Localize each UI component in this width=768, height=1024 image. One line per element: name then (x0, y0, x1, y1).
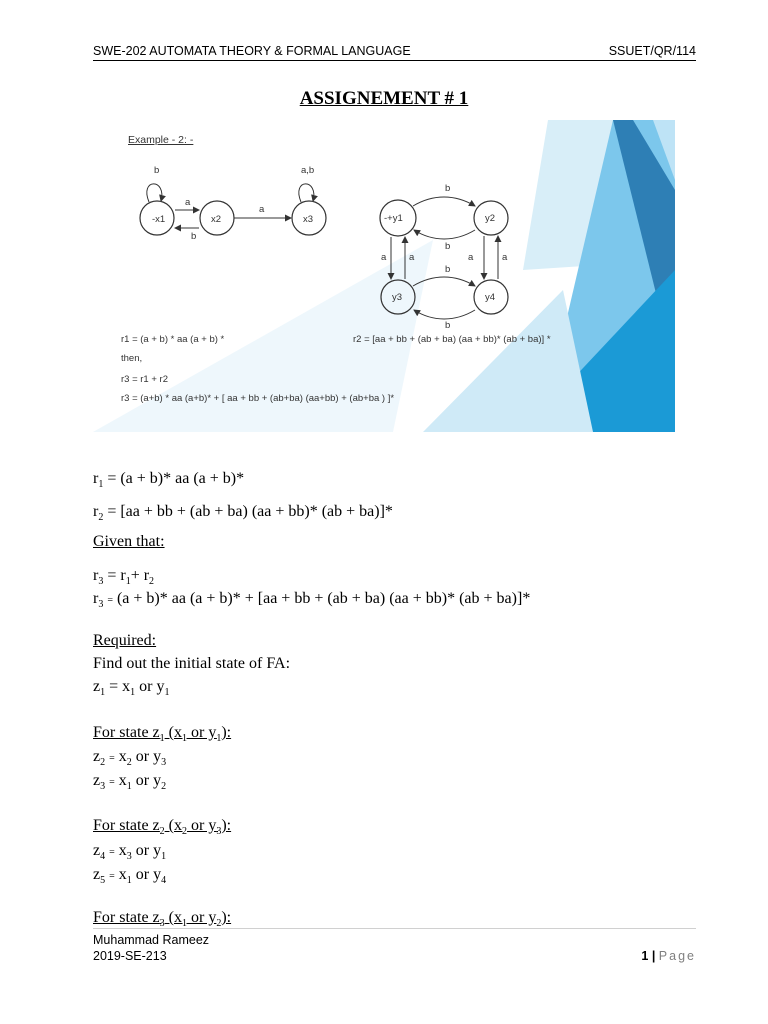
state-z3-heading: For state $z_3$ ($x_1$ or $y_2$): (93, 909, 232, 930)
state-x2-label: x2 (211, 214, 222, 225)
course-title: SWE-202 AUTOMATA THEORY & FORMAL LANGUAGE (93, 44, 411, 58)
state-z2-heading: For state $z_2$ ($x_2$ or $y_3$): (93, 817, 232, 838)
example-heading: Example - 2: - (128, 134, 194, 146)
edge-label: a (185, 197, 191, 208)
state-x1-label: -x1 (152, 214, 166, 225)
deco-panel-5 (423, 290, 593, 432)
figure-r3b: r3 = (a+b) * aa (a+b)* + [ aa + bb + (ab+ba) (aa+bb) + (ab+ba ) ]* (121, 393, 395, 404)
state-y4-label: y4 (485, 292, 496, 303)
edge-label: b (154, 165, 160, 176)
r1-equation: $r_1 = (a + b)*$ aa (a + b)* (93, 470, 245, 491)
document-code: SSUET/QR/114 (608, 44, 696, 58)
state-z1-heading: For state $z_1$ ($x_1$ or $y_1$): (93, 724, 232, 745)
edge-label: a (409, 252, 415, 263)
r2-equation: $r_2 = [aa$ + bb + (ab + ba) (aa + bb)* (ab + ba)]* (93, 503, 393, 524)
figure-then: then, (121, 353, 143, 364)
example-figure (93, 120, 675, 432)
state-y2-label: y2 (485, 213, 496, 224)
edge-label: b (445, 183, 451, 194)
z1-definition: $z_1 = x_1$ or $y_1$ (93, 678, 170, 699)
given-heading: Given that: (93, 533, 165, 550)
figure-graphics (93, 120, 675, 432)
figure-r1: r1 = (a + b) * aa (a + b) * (121, 334, 225, 345)
z4-definition: $z_4 = x_3$ or $y_1$ (93, 842, 167, 863)
edge-label: a (381, 252, 387, 263)
state-x3-label: x3 (303, 214, 314, 225)
z2-definition: $z_2 = x_2$ or $y_3$ (93, 748, 167, 769)
required-heading: Required: (93, 632, 157, 649)
find-initial-state: Find out the initial state of FA: (93, 655, 291, 672)
page-number: 1 | Page (641, 949, 696, 963)
state-y1-label: -+y1 (384, 213, 403, 224)
student-id: 2019-SE-213 (93, 949, 167, 963)
edge-label: b (191, 231, 197, 242)
edge-label: b (445, 320, 451, 331)
state-y3-label: y3 (392, 292, 403, 303)
page-header (93, 44, 696, 61)
edge-label: b (445, 241, 451, 252)
loop-x1 (147, 184, 162, 202)
z5-definition: $z_5 = x_1$ or $y_4$ (93, 866, 167, 887)
footer-rule (93, 928, 696, 929)
edge-label: a (259, 204, 265, 215)
assignment-title: ASSIGNEMENT # 1 (299, 88, 469, 109)
edge-label: a,b (301, 165, 315, 176)
r3-sum: $r_3 = r_1+ r_2$ (93, 567, 155, 588)
edge-label: a (502, 252, 508, 263)
author-name: Muhammad Rameez (93, 933, 210, 947)
edge-label: a (468, 252, 474, 263)
figure-r3a: r3 = r1 + r2 (121, 374, 168, 385)
loop-x3 (299, 184, 314, 202)
z3-definition: $z_3 = x_1$ or $y_2$ (93, 772, 167, 793)
r3-expansion: $r_3 = (a + b)*$ aa (a + b)* + [aa + bb + (ab + ba) (aa + bb)* (ab + ba)]* (93, 590, 531, 611)
edge-label: b (445, 264, 451, 275)
figure-r2: r2 = [aa + bb + (ab + ba) (aa + bb)* (ab + ba)] * (353, 334, 551, 345)
